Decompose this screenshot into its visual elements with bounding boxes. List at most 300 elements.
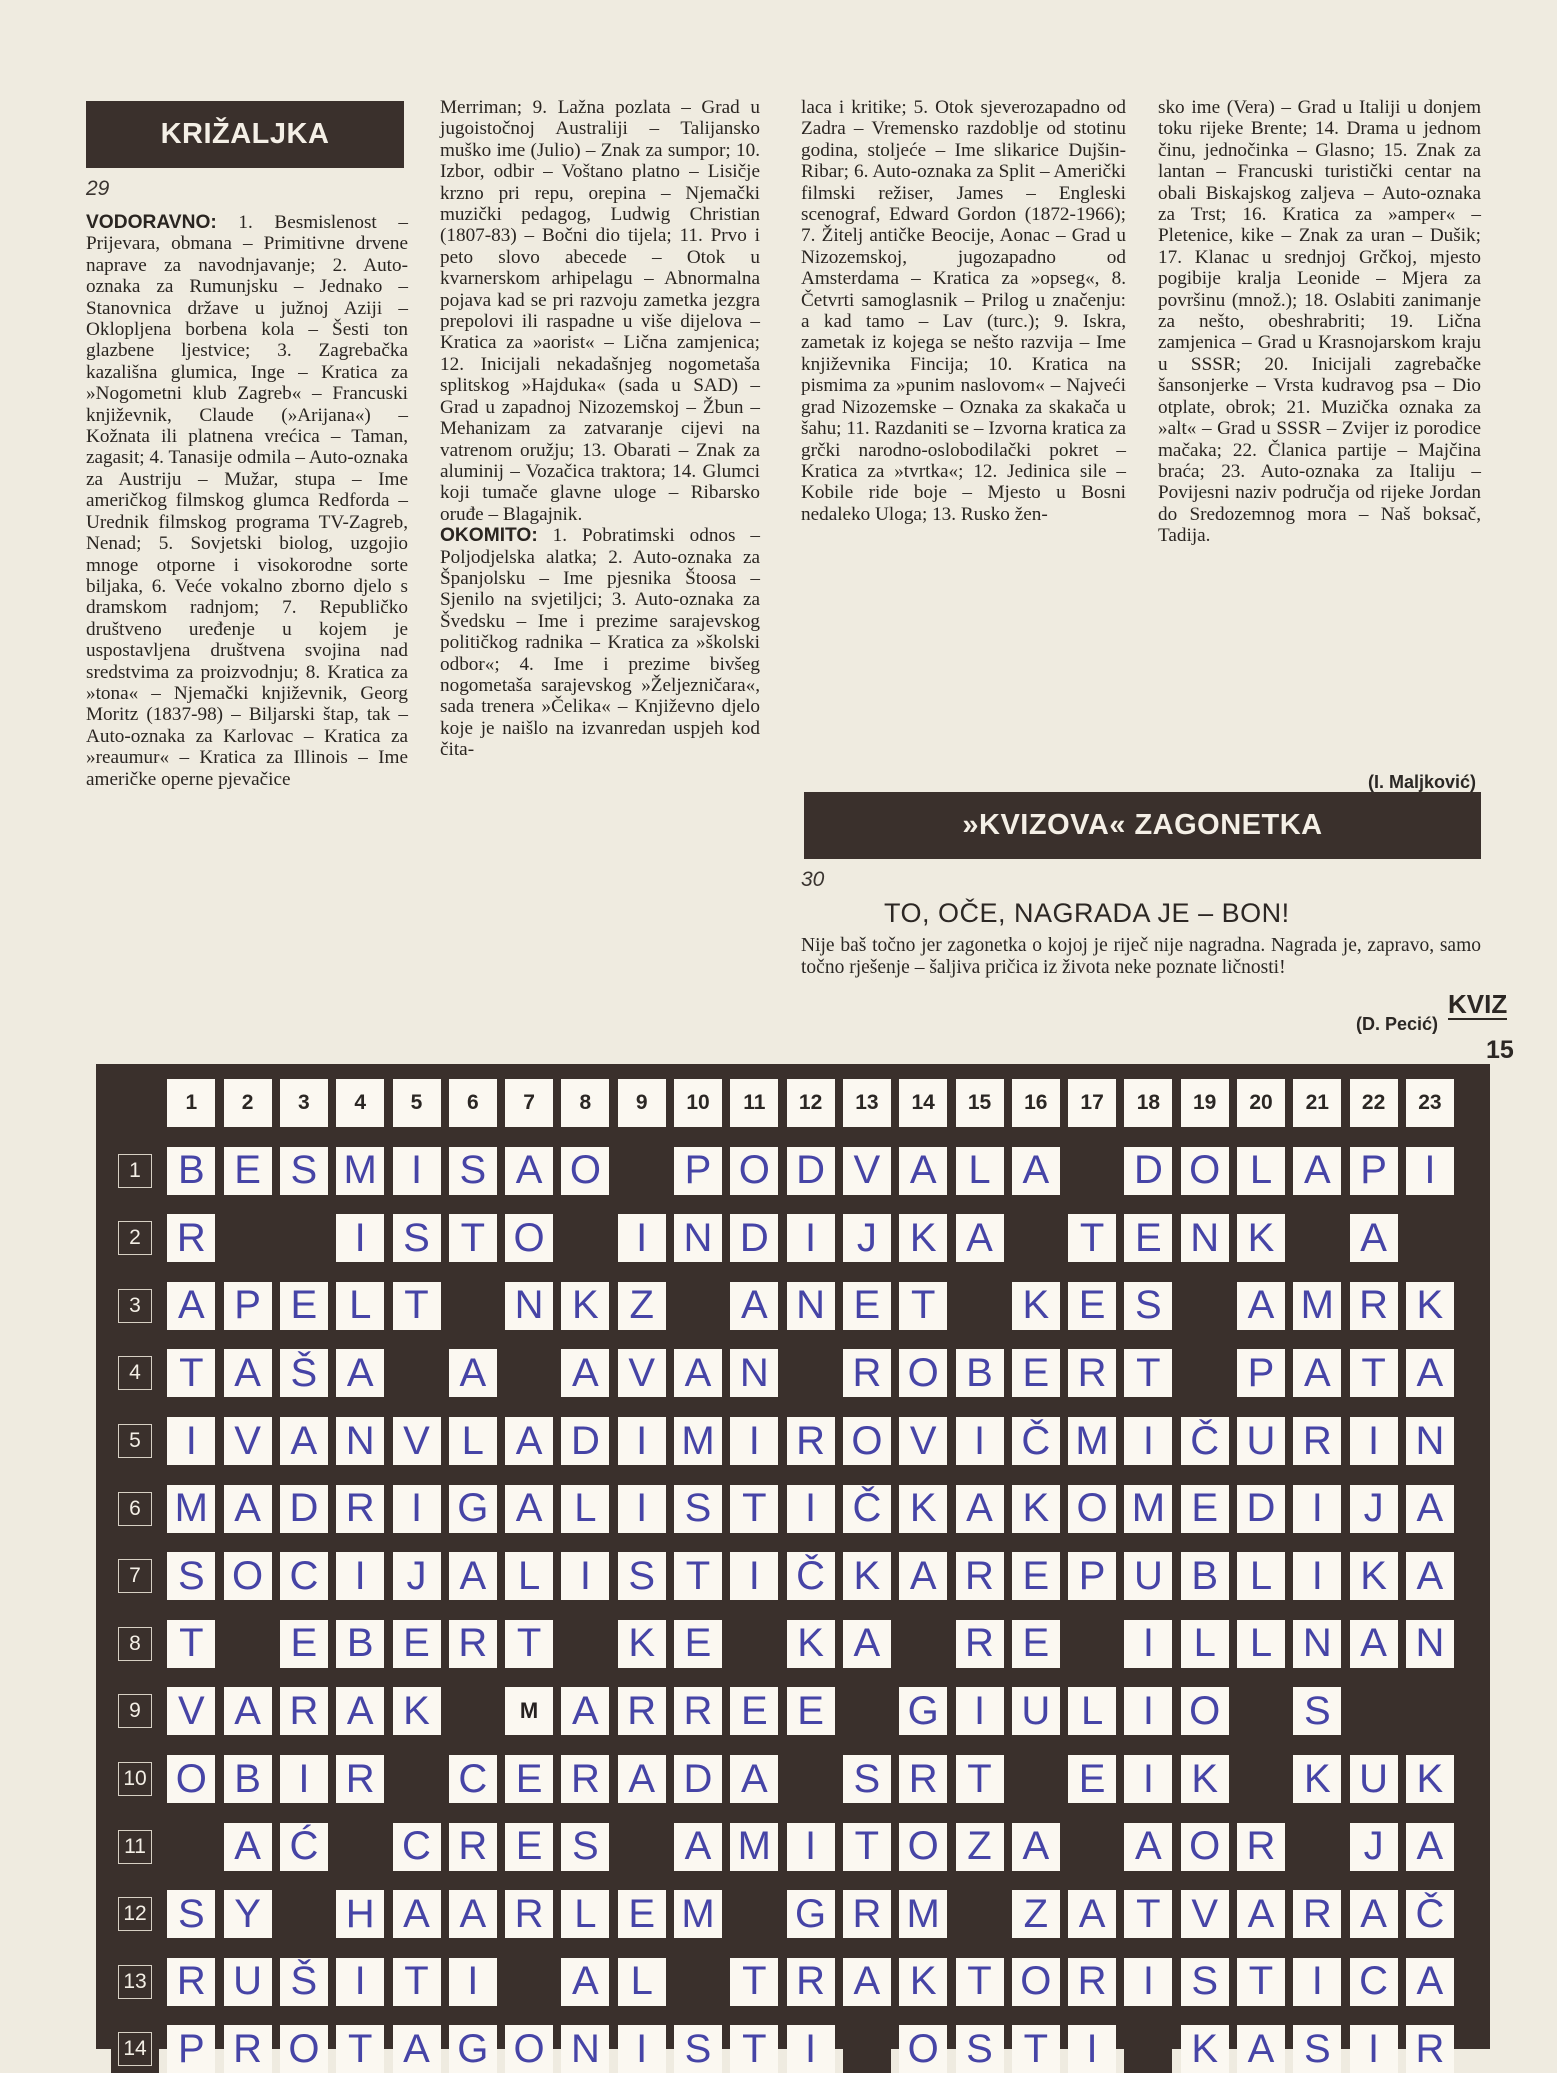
- answer-cell[interactable]: N: [1293, 1620, 1341, 1668]
- answer-cell[interactable]: M: [1124, 1485, 1172, 1533]
- answer-cell[interactable]: Z: [618, 1282, 666, 1330]
- answer-cell[interactable]: A: [561, 1958, 609, 2006]
- answer-cell[interactable]: E: [1012, 1349, 1060, 1397]
- answer-cell[interactable]: E: [280, 1620, 328, 1668]
- answer-cell[interactable]: A: [505, 1147, 553, 1195]
- answer-cell[interactable]: A: [1237, 1890, 1285, 1938]
- black-square: [618, 1823, 666, 1871]
- answer-cell[interactable]: B: [1181, 1552, 1229, 1600]
- answer-cell[interactable]: N: [1406, 1417, 1454, 1465]
- answer-cell[interactable]: R: [336, 1755, 384, 1803]
- column-number: 16: [1012, 1079, 1060, 1127]
- answer-cell[interactable]: E: [1012, 1552, 1060, 1600]
- answer-cell[interactable]: N: [505, 1282, 553, 1330]
- answer-cell[interactable]: A: [449, 1890, 497, 1938]
- answer-cell[interactable]: R: [843, 1349, 891, 1397]
- answer-cell[interactable]: R: [899, 1755, 947, 1803]
- kviz-banner: [804, 792, 1481, 859]
- answer-cell[interactable]: I: [1406, 1147, 1454, 1195]
- answer-cell[interactable]: O: [1181, 1147, 1229, 1195]
- answer-cell[interactable]: Š: [280, 1349, 328, 1397]
- answer-cell[interactable]: B: [336, 1620, 384, 1668]
- answer-cell[interactable]: I: [956, 1687, 1004, 1735]
- answer-cell[interactable]: O: [505, 1214, 553, 1262]
- answer-cell[interactable]: K: [393, 1687, 441, 1735]
- answer-cell[interactable]: A: [224, 1349, 272, 1397]
- answer-cell[interactable]: I: [787, 1823, 835, 1871]
- answer-cell[interactable]: A: [505, 1417, 553, 1465]
- answer-cell[interactable]: S: [167, 1552, 215, 1600]
- answer-cell[interactable]: K: [1406, 1282, 1454, 1330]
- answer-cell[interactable]: M: [899, 1890, 947, 1938]
- answer-cell[interactable]: R: [167, 1214, 215, 1262]
- answer-cell[interactable]: J: [393, 1552, 441, 1600]
- black-square: [1406, 1687, 1454, 1735]
- answer-cell[interactable]: J: [1350, 1823, 1398, 1871]
- answer-cell[interactable]: R: [449, 1823, 497, 1871]
- answer-cell[interactable]: A: [224, 1823, 272, 1871]
- answer-cell[interactable]: R: [956, 1552, 1004, 1600]
- answer-cell[interactable]: N: [336, 1417, 384, 1465]
- answer-cell[interactable]: K: [843, 1552, 891, 1600]
- answer-cell[interactable]: U: [1350, 1755, 1398, 1803]
- answer-cell[interactable]: T: [1012, 2025, 1060, 2073]
- answer-cell[interactable]: P: [1237, 1349, 1285, 1397]
- answer-cell[interactable]: I: [618, 1214, 666, 1262]
- column-number: 6: [449, 1079, 497, 1127]
- answer-cell[interactable]: L: [1068, 1687, 1116, 1735]
- answer-cell[interactable]: R: [843, 1890, 891, 1938]
- answer-cell[interactable]: T: [1350, 1349, 1398, 1397]
- answer-cell[interactable]: I: [336, 1958, 384, 2006]
- answer-cell[interactable]: A: [224, 1687, 272, 1735]
- answer-cell[interactable]: A: [956, 1485, 1004, 1533]
- answer-cell[interactable]: S: [1124, 1282, 1172, 1330]
- answer-cell[interactable]: T: [505, 1620, 553, 1668]
- answer-cell[interactable]: V: [393, 1417, 441, 1465]
- answer-cell[interactable]: C: [393, 1823, 441, 1871]
- answer-cell[interactable]: K: [1181, 2025, 1229, 2073]
- answer-cell[interactable]: D: [1237, 1485, 1285, 1533]
- answer-cell[interactable]: I: [787, 1485, 835, 1533]
- column-number: 13: [843, 1079, 891, 1127]
- answer-cell[interactable]: S: [1293, 2025, 1341, 2073]
- answer-cell[interactable]: A: [956, 1214, 1004, 1262]
- answer-cell[interactable]: A: [1406, 1823, 1454, 1871]
- answer-cell[interactable]: G: [449, 1485, 497, 1533]
- answer-cell[interactable]: S: [956, 2025, 1004, 2073]
- answer-cell[interactable]: N: [674, 1214, 722, 1262]
- answer-cell[interactable]: M: [730, 1823, 778, 1871]
- answer-cell[interactable]: I: [336, 1552, 384, 1600]
- black-square: [787, 1349, 835, 1397]
- answer-cell[interactable]: T: [393, 1958, 441, 2006]
- answer-cell[interactable]: L: [505, 1552, 553, 1600]
- answer-cell[interactable]: U: [1237, 1417, 1285, 1465]
- answer-cell[interactable]: R: [1068, 1349, 1116, 1397]
- column-number: 12: [787, 1079, 835, 1127]
- black-square: [1068, 1823, 1116, 1871]
- answer-cell[interactable]: E: [280, 1282, 328, 1330]
- answer-cell[interactable]: A: [505, 1485, 553, 1533]
- answer-cell[interactable]: I: [730, 1552, 778, 1600]
- answer-cell[interactable]: A: [1350, 1214, 1398, 1262]
- answer-cell[interactable]: V: [224, 1417, 272, 1465]
- answer-cell[interactable]: T: [1124, 1349, 1172, 1397]
- answer-cell[interactable]: A: [843, 1958, 891, 2006]
- answer-cell[interactable]: M: [1068, 1417, 1116, 1465]
- answer-cell[interactable]: O: [224, 1552, 272, 1600]
- answer-cell[interactable]: T: [956, 1958, 1004, 2006]
- answer-cell[interactable]: L: [956, 1147, 1004, 1195]
- answer-cell[interactable]: A: [1237, 2025, 1285, 2073]
- answer-cell[interactable]: B: [224, 1755, 272, 1803]
- answer-cell[interactable]: A: [1012, 1147, 1060, 1195]
- answer-cell[interactable]: M: [1293, 1282, 1341, 1330]
- answer-cell[interactable]: K: [561, 1282, 609, 1330]
- answer-cell[interactable]: I: [618, 2025, 666, 2073]
- answer-cell[interactable]: T: [336, 2025, 384, 2073]
- answer-cell[interactable]: M: [674, 1890, 722, 1938]
- answer-cell[interactable]: R: [1406, 2025, 1454, 2073]
- answer-cell[interactable]: T: [730, 1485, 778, 1533]
- answer-cell[interactable]: D: [730, 1214, 778, 1262]
- answer-cell[interactable]: S: [674, 1485, 722, 1533]
- answer-cell[interactable]: B: [956, 1349, 1004, 1397]
- answer-cell[interactable]: V: [843, 1147, 891, 1195]
- answer-cell[interactable]: I: [1124, 1755, 1172, 1803]
- answer-cell[interactable]: H: [336, 1890, 384, 1938]
- black-square: [280, 1214, 328, 1262]
- answer-cell[interactable]: E: [843, 1282, 891, 1330]
- answer-cell[interactable]: A: [899, 1552, 947, 1600]
- answer-cell[interactable]: L: [1181, 1620, 1229, 1668]
- answer-cell[interactable]: S: [449, 1147, 497, 1195]
- answer-cell[interactable]: T: [843, 1823, 891, 1871]
- answer-cell[interactable]: I: [336, 1214, 384, 1262]
- answer-cell[interactable]: M: [336, 1147, 384, 1195]
- answer-cell[interactable]: R: [956, 1620, 1004, 1668]
- answer-cell[interactable]: N: [787, 1282, 835, 1330]
- answer-cell[interactable]: L: [618, 1958, 666, 2006]
- answer-cell[interactable]: Z: [956, 1823, 1004, 1871]
- black-square: [730, 1890, 778, 1938]
- answer-cell[interactable]: D: [561, 1417, 609, 1465]
- answer-cell[interactable]: R: [787, 1958, 835, 2006]
- answer-cell[interactable]: E: [1012, 1620, 1060, 1668]
- answer-cell[interactable]: E: [393, 1620, 441, 1668]
- answer-cell[interactable]: A: [674, 1823, 722, 1871]
- answer-cell[interactable]: A: [1350, 1890, 1398, 1938]
- answer-cell[interactable]: O: [899, 2025, 947, 2073]
- answer-cell[interactable]: K: [1350, 1552, 1398, 1600]
- answer-cell[interactable]: R: [336, 1485, 384, 1533]
- answer-cell[interactable]: L: [1237, 1147, 1285, 1195]
- answer-cell[interactable]: K: [618, 1620, 666, 1668]
- answer-cell[interactable]: I: [393, 1485, 441, 1533]
- answer-cell[interactable]: R: [561, 1755, 609, 1803]
- answer-cell[interactable]: Y: [224, 1890, 272, 1938]
- answer-cell[interactable]: V: [899, 1417, 947, 1465]
- answer-cell[interactable]: I: [1293, 1485, 1341, 1533]
- answer-cell[interactable]: I: [618, 1485, 666, 1533]
- answer-cell[interactable]: S: [561, 1823, 609, 1871]
- answer-cell[interactable]: R: [280, 1687, 328, 1735]
- answer-cell[interactable]: I: [1293, 1958, 1341, 2006]
- down-clues-part-3: sko ime (Vera) – Grad u Italiji u donjem toku rijeke Brente; 14. Drama u jednom činu, jednočinka – Glasno; 15. Znak za lantan – Francuski turistički centar na obali Biskajskog zaljeva – Auto-oznaka za Trst; 16. Kratica za »amper« – Pletenice, kike – Znak za uran – Dušik; 17. Klanac u srednjoj Grčkoj, mjesto pogibije kralja Leonide – Mjera za površinu (množ.); 18. Oslabiti zanimanje za nešto, obeshrabriti; 19. Lična zamjenica – Grad u Krasnojarskom kraju u SSSR; 20. Inicijali zagrebačke šansonjerke – Vrsta kudravog psa – Dio otplate, obrok; 21. Muzička oznaka za »alt« – Grad u SSSR – Zvijer iz porodice mačaka; 22. Članica partije – Majčina braća; 23. Auto-oznaka za Italiju – Povijesni naziv područja od rijeke Jordan do Sredozemnog mora – Naš boksač, Tadija.: [1158, 97, 1481, 547]
- answer-cell[interactable]: A: [1406, 1552, 1454, 1600]
- answer-cell[interactable]: A: [674, 1349, 722, 1397]
- answer-cell[interactable]: E: [505, 1755, 553, 1803]
- answer-cell[interactable]: A: [449, 1349, 497, 1397]
- answer-cell[interactable]: A: [1406, 1958, 1454, 2006]
- answer-cell[interactable]: A: [393, 1890, 441, 1938]
- answer-cell[interactable]: R: [618, 1687, 666, 1735]
- answer-cell[interactable]: G: [449, 2025, 497, 2073]
- answer-cell[interactable]: M: [674, 1417, 722, 1465]
- answer-cell[interactable]: N: [1181, 1214, 1229, 1262]
- answer-cell[interactable]: L: [1237, 1552, 1285, 1600]
- answer-cell[interactable]: Č: [843, 1485, 891, 1533]
- answer-cell[interactable]: E: [1181, 1485, 1229, 1533]
- down-clues-part-1: 1. Pobratimski odnos – Poljodjelska alatka; 2. Auto-oznaka za Španjolsku – Ime pjesnika Štoosa – Sjenilo na svjetiljci; 3. Auto-oznaka za Švedsku – Ime i prezime sarajevskog političkog radnika – Kratica za »školski odbor«; 4. Ime i prezime bivšeg nogometaša sarajevskog »Željezničara«, sada trenera »Čelika« – Književno djelo koje je naišlo na izvanredan uspjeh kod čita-: [440, 525, 760, 761]
- answer-cell[interactable]: A: [899, 1147, 947, 1195]
- answer-cell[interactable]: A: [393, 2025, 441, 2073]
- answer-cell[interactable]: R: [505, 1890, 553, 1938]
- answer-cell[interactable]: I: [1124, 1620, 1172, 1668]
- answer-cell[interactable]: V: [1181, 1890, 1229, 1938]
- answer-cell[interactable]: P: [1068, 1552, 1116, 1600]
- answer-cell[interactable]: K: [1181, 1755, 1229, 1803]
- answer-cell[interactable]: E: [224, 1147, 272, 1195]
- answer-cell[interactable]: B: [167, 1147, 215, 1195]
- answer-cell[interactable]: I: [730, 1417, 778, 1465]
- answer-cell[interactable]: I: [167, 1417, 215, 1465]
- answer-cell[interactable]: K: [1406, 1755, 1454, 1803]
- answer-cell[interactable]: U: [1012, 1687, 1060, 1735]
- answer-cell[interactable]: S: [1293, 1687, 1341, 1735]
- answer-cell[interactable]: R: [1237, 1823, 1285, 1871]
- answer-cell[interactable]: Z: [1012, 1890, 1060, 1938]
- answer-cell[interactable]: T: [956, 1755, 1004, 1803]
- answer-cell[interactable]: A: [561, 1687, 609, 1735]
- answer-cell[interactable]: T: [899, 1282, 947, 1330]
- answer-cell[interactable]: D: [280, 1485, 328, 1533]
- answer-cell[interactable]: S: [280, 1147, 328, 1195]
- answer-cell[interactable]: O: [1181, 1823, 1229, 1871]
- answer-cell[interactable]: I: [618, 1417, 666, 1465]
- answer-cell[interactable]: O: [899, 1823, 947, 1871]
- answer-cell[interactable]: E: [1124, 1214, 1172, 1262]
- answer-cell[interactable]: A: [730, 1282, 778, 1330]
- answer-cell[interactable]: A: [618, 1755, 666, 1803]
- answer-cell[interactable]: K: [1237, 1214, 1285, 1262]
- answer-cell[interactable]: A: [1012, 1823, 1060, 1871]
- answer-cell[interactable]: O: [899, 1349, 947, 1397]
- answer-cell[interactable]: A: [561, 1349, 609, 1397]
- answer-cell[interactable]: T: [1237, 1958, 1285, 2006]
- answer-cell[interactable]: A: [280, 1417, 328, 1465]
- kviz-author: (D. Pecić): [1356, 1014, 1439, 1034]
- answer-cell[interactable]: A: [1406, 1485, 1454, 1533]
- row-number-box: 1: [118, 1154, 152, 1188]
- answer-cell[interactable]: T: [167, 1349, 215, 1397]
- answer-cell[interactable]: T: [730, 1958, 778, 2006]
- answer-cell[interactable]: K: [899, 1958, 947, 2006]
- answer-cell[interactable]: N: [1406, 1620, 1454, 1668]
- answer-cell[interactable]: R: [1350, 1282, 1398, 1330]
- answer-cell[interactable]: O: [561, 1147, 609, 1195]
- answer-cell[interactable]: I: [280, 1755, 328, 1803]
- answer-cell[interactable]: I: [1124, 1417, 1172, 1465]
- answer-cell[interactable]: I: [787, 1214, 835, 1262]
- answer-cell[interactable]: K: [899, 1485, 947, 1533]
- answer-cell[interactable]: A: [1237, 1282, 1285, 1330]
- answer-cell[interactable]: C: [1350, 1958, 1398, 2006]
- answer-cell[interactable]: T: [167, 1620, 215, 1668]
- answer-cell[interactable]: I: [393, 1147, 441, 1195]
- answer-cell[interactable]: A: [167, 1282, 215, 1330]
- answer-cell[interactable]: I: [449, 1958, 497, 2006]
- answer-cell[interactable]: L: [561, 1890, 609, 1938]
- answer-cell[interactable]: R: [1293, 1417, 1341, 1465]
- answer-cell[interactable]: A: [1124, 1823, 1172, 1871]
- row-number-box: 5: [118, 1424, 152, 1458]
- answer-cell[interactable]: I: [956, 1417, 1004, 1465]
- answer-cell[interactable]: G: [787, 1890, 835, 1938]
- answer-cell[interactable]: Ć: [280, 1823, 328, 1871]
- answer-cell[interactable]: O: [843, 1417, 891, 1465]
- answer-cell[interactable]: R: [1068, 1958, 1116, 2006]
- answer-cell[interactable]: U: [1124, 1552, 1172, 1600]
- answer-cell[interactable]: R: [787, 1417, 835, 1465]
- answer-cell[interactable]: I: [561, 1552, 609, 1600]
- answer-cell[interactable]: Š: [280, 1958, 328, 2006]
- answer-cell[interactable]: P: [674, 1147, 722, 1195]
- answer-cell[interactable]: R: [449, 1620, 497, 1668]
- answer-cell[interactable]: O: [1068, 1485, 1116, 1533]
- answer-cell[interactable]: D: [787, 1147, 835, 1195]
- answer-cell[interactable]: U: [224, 1958, 272, 2006]
- answer-cell[interactable]: I: [1350, 2025, 1398, 2073]
- answer-cell[interactable]: S: [618, 1552, 666, 1600]
- answer-cell[interactable]: E: [1068, 1282, 1116, 1330]
- answer-cell[interactable]: N: [730, 1349, 778, 1397]
- answer-cell[interactable]: S: [167, 1890, 215, 1938]
- answer-cell[interactable]: I: [787, 2025, 835, 2073]
- answer-cell[interactable]: I: [1124, 1687, 1172, 1735]
- answer-cell[interactable]: V: [167, 1687, 215, 1735]
- answer-cell[interactable]: P: [167, 2025, 215, 2073]
- answer-cell[interactable]: R: [167, 1958, 215, 2006]
- answer-cell[interactable]: L: [336, 1282, 384, 1330]
- answer-cell[interactable]: L: [449, 1417, 497, 1465]
- answer-cell[interactable]: A: [1406, 1349, 1454, 1397]
- printed-letter-cell[interactable]: M: [505, 1687, 553, 1735]
- answer-cell[interactable]: A: [1293, 1349, 1341, 1397]
- answer-cell[interactable]: T: [730, 2025, 778, 2073]
- answer-cell[interactable]: O: [1012, 1958, 1060, 2006]
- answer-cell[interactable]: P: [1350, 1147, 1398, 1195]
- answer-cell[interactable]: Č: [1181, 1417, 1229, 1465]
- answer-cell[interactable]: A: [336, 1349, 384, 1397]
- answer-cell[interactable]: E: [505, 1823, 553, 1871]
- answer-cell[interactable]: E: [1068, 1755, 1116, 1803]
- answer-cell[interactable]: I: [1350, 1417, 1398, 1465]
- answer-cell[interactable]: A: [1293, 1147, 1341, 1195]
- answer-cell[interactable]: R: [674, 1687, 722, 1735]
- clues-column-4: [1158, 97, 1481, 547]
- answer-cell[interactable]: S: [393, 1214, 441, 1262]
- answer-cell[interactable]: G: [899, 1687, 947, 1735]
- answer-cell[interactable]: O: [1181, 1687, 1229, 1735]
- answer-cell[interactable]: J: [1350, 1485, 1398, 1533]
- answer-cell[interactable]: O: [167, 1755, 215, 1803]
- answer-cell[interactable]: S: [843, 1755, 891, 1803]
- answer-cell[interactable]: K: [787, 1620, 835, 1668]
- answer-cell[interactable]: C: [280, 1552, 328, 1600]
- answer-cell[interactable]: O: [505, 2025, 553, 2073]
- row-number: [111, 1552, 159, 1600]
- answer-cell[interactable]: J: [843, 1214, 891, 1262]
- answer-cell[interactable]: I: [1068, 2025, 1116, 2073]
- answer-cell[interactable]: K: [1293, 1755, 1341, 1803]
- answer-cell[interactable]: A: [224, 1485, 272, 1533]
- answer-cell[interactable]: A: [843, 1620, 891, 1668]
- answer-cell[interactable]: O: [730, 1147, 778, 1195]
- answer-cell[interactable]: A: [1068, 1890, 1116, 1938]
- answer-cell[interactable]: O: [280, 2025, 328, 2073]
- column-number: 19: [1181, 1079, 1229, 1127]
- answer-cell[interactable]: R: [1293, 1890, 1341, 1938]
- answer-cell[interactable]: A: [1350, 1620, 1398, 1668]
- answer-cell[interactable]: A: [449, 1552, 497, 1600]
- answer-cell[interactable]: M: [167, 1485, 215, 1533]
- answer-cell[interactable]: T: [393, 1282, 441, 1330]
- answer-cell[interactable]: D: [1124, 1147, 1172, 1195]
- answer-cell[interactable]: S: [674, 2025, 722, 2073]
- answer-cell[interactable]: E: [730, 1687, 778, 1735]
- answer-cell[interactable]: S: [1181, 1958, 1229, 2006]
- answer-cell[interactable]: K: [1012, 1282, 1060, 1330]
- answer-cell[interactable]: Č: [1012, 1417, 1060, 1465]
- answer-cell[interactable]: K: [899, 1214, 947, 1262]
- answer-cell[interactable]: A: [336, 1687, 384, 1735]
- answer-cell[interactable]: E: [618, 1890, 666, 1938]
- answer-cell[interactable]: T: [674, 1552, 722, 1600]
- answer-cell[interactable]: R: [224, 2025, 272, 2073]
- answer-cell[interactable]: P: [224, 1282, 272, 1330]
- answer-cell[interactable]: T: [1124, 1890, 1172, 1938]
- answer-cell[interactable]: L: [561, 1485, 609, 1533]
- answer-cell[interactable]: E: [787, 1687, 835, 1735]
- answer-cell[interactable]: Č: [1406, 1890, 1454, 1938]
- answer-cell[interactable]: A: [730, 1755, 778, 1803]
- answer-cell[interactable]: D: [674, 1755, 722, 1803]
- answer-cell[interactable]: K: [1012, 1485, 1060, 1533]
- answer-cell[interactable]: I: [1293, 1552, 1341, 1600]
- answer-cell[interactable]: V: [618, 1349, 666, 1397]
- answer-cell[interactable]: E: [674, 1620, 722, 1668]
- answer-cell[interactable]: T: [1068, 1214, 1116, 1262]
- answer-cell[interactable]: Č: [787, 1552, 835, 1600]
- answer-cell[interactable]: I: [1124, 1958, 1172, 2006]
- answer-cell[interactable]: N: [561, 2025, 609, 2073]
- answer-cell[interactable]: L: [1237, 1620, 1285, 1668]
- answer-cell[interactable]: T: [449, 1214, 497, 1262]
- row-number: [111, 1485, 159, 1533]
- answer-cell[interactable]: C: [449, 1755, 497, 1803]
